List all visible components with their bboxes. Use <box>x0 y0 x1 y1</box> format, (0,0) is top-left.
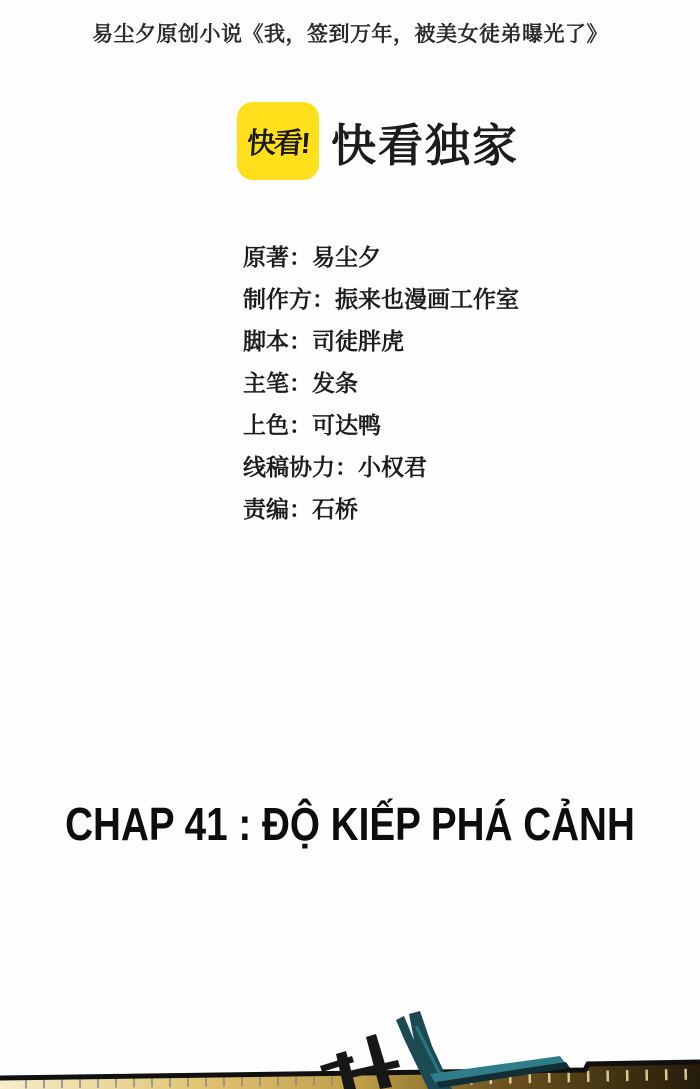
credit-lineart-assist: 线稿协力：小权君 <box>243 454 427 480</box>
kuaikan-badge-text: 快看! <box>245 127 310 160</box>
chapter-title: CHAP 41 : ĐỘ KIẾP PHÁ CẢNH <box>65 798 635 850</box>
kuaikan-logo-icon <box>237 102 319 180</box>
credit-production-studio: 制作方：振来也漫画工作室 <box>243 286 519 312</box>
credit-original-author: 原著：易尘夕 <box>243 244 381 270</box>
credits-list <box>243 236 519 530</box>
kuaikan-logo <box>237 102 519 180</box>
comic-panel-fragment <box>0 994 700 1089</box>
kuaikan-exclusive-label: 快看独家 <box>331 119 520 171</box>
credit-lead-artist: 主笔：发条 <box>243 370 358 396</box>
credit-colorist: 上色：可达鸭 <box>243 412 381 438</box>
credit-editor: 责编：石桥 <box>243 496 358 522</box>
credit-script: 脚本：司徒胖虎 <box>243 328 404 354</box>
novel-source-caption: 易尘夕原创小说《我，签到万年，被美女徒弟曝光了》 <box>92 23 608 46</box>
